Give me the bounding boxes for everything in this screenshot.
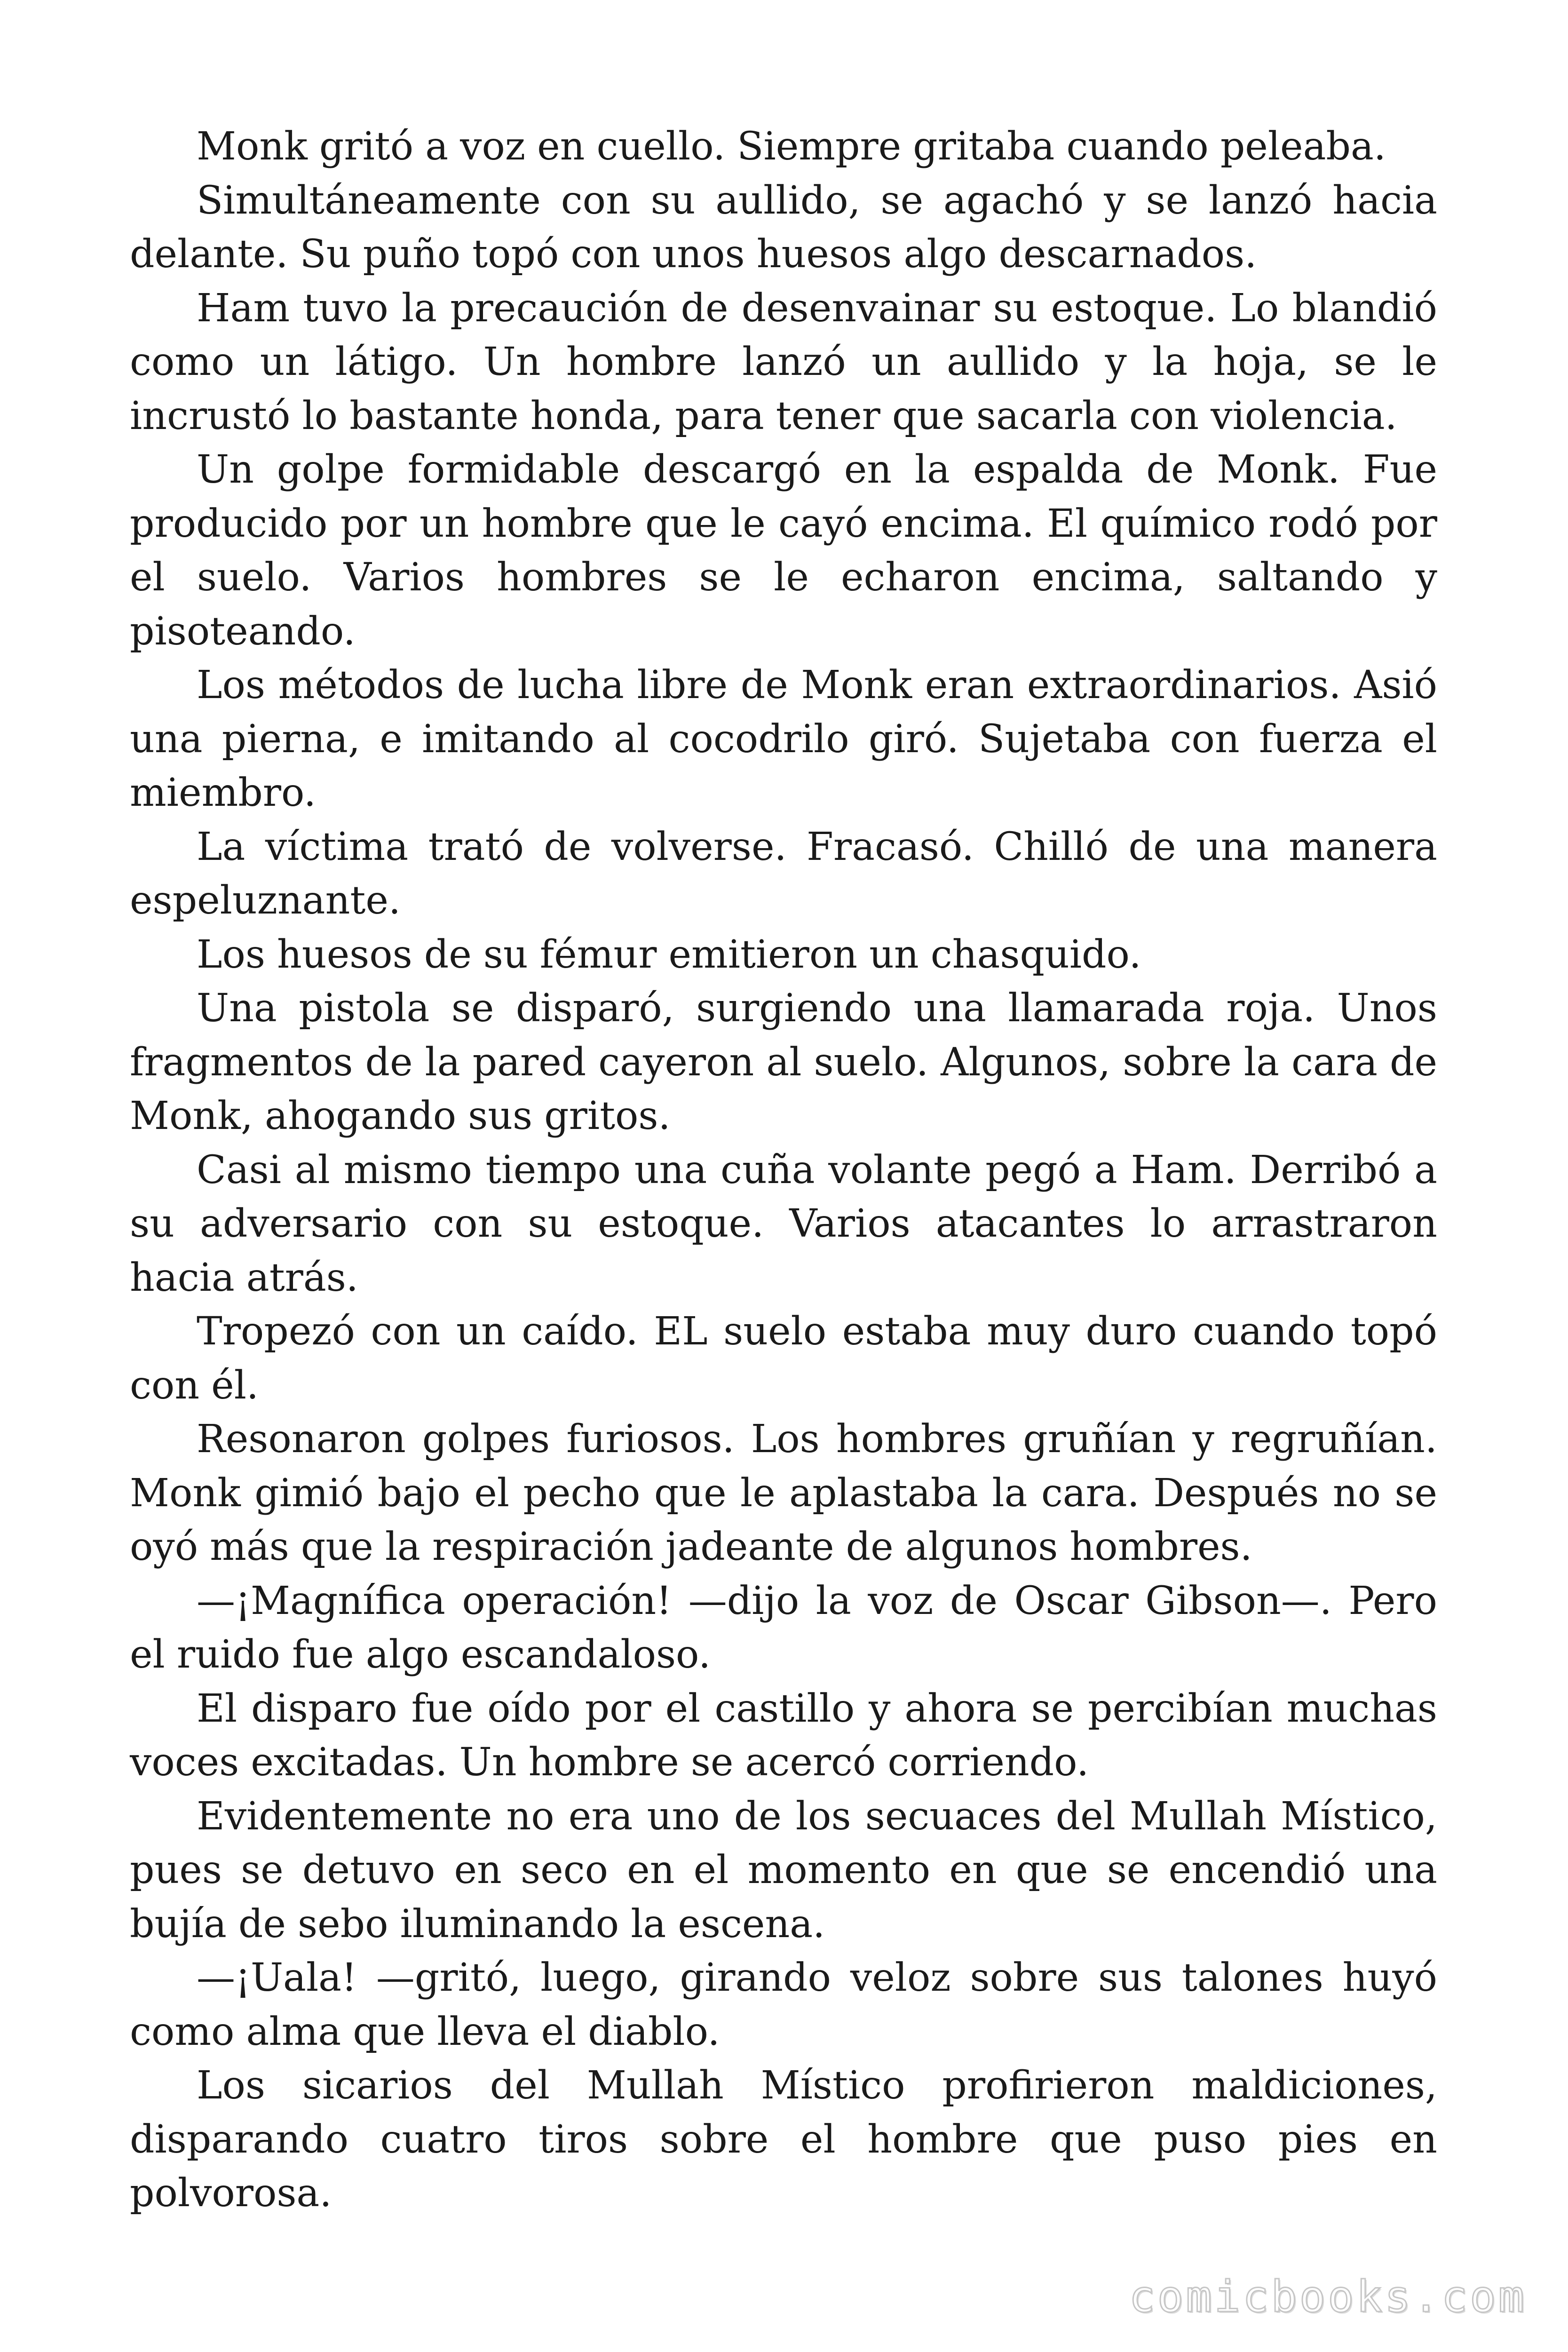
paragraph: Evidentemente no era uno de los secuaces del Mullah Místico, pues se detuvo en seco en el momento en que se encendió una bujía de sebo iluminando la escena. <box>130 1794 1437 1947</box>
text-block <box>130 120 1437 2221</box>
paragraph: Casi al mismo tiempo una cuña volante pegó a Ham. Derribó a su adversario con su estoque. Varios atacantes lo arrastraron hacia atrás. <box>130 1147 1437 1300</box>
paragraph: Una pistola se disparó, surgiendo una llamarada roja. Unos fragmentos de la pared cayeron al suelo. Algunos, sobre la cara de Monk, ahogando sus gritos. <box>130 986 1437 1138</box>
paragraph: Los métodos de lucha libre de Monk eran extraordinarios. Asió una pierna, e imitando al cocodrilo giró. Sujetaba con fuerza el miembro. <box>130 663 1437 815</box>
paragraph: Monk gritó a voz en cuello. Siempre gritaba cuando peleaba. <box>197 124 1386 169</box>
paragraph: El disparo fue oído por el castillo y ahora se percibían muchas voces excitadas. Un hombre se acercó corriendo. <box>130 1686 1437 1785</box>
paragraph: Resonaron golpes furiosos. Los hombres gruñían y regruñían. Monk gimió bajo el pecho que le aplastaba la cara. Después no se oyó más que la respiración jadeante de algunos hombres. <box>130 1417 1437 1569</box>
paragraph: Los sicarios del Mullah Místico profirieron maldiciones, disparando cuatro tiros sobre el hombre que puso pies en polvorosa. <box>130 2063 1437 2216</box>
paragraph: Los huesos de su fémur emitieron un chasquido. <box>197 932 1141 977</box>
paragraph: Un golpe formidable descargó en la espalda de Monk. Fue producido por un hombre que le cayó encima. El químico rodó por el suelo. Varios hombres se le echaron encima, saltando y pisoteando. <box>130 447 1437 654</box>
paragraph: —¡Magnífica operación! —dijo la voz de Oscar Gibson—. Pero el ruido fue algo escandaloso. <box>130 1578 1437 1677</box>
paragraph: Simultáneamente con su aullido, se agachó y se lanzó hacia delante. Su puño topó con unos huesos algo descarnados. <box>130 178 1437 277</box>
paragraph: Tropezó con un caído. EL suelo estaba muy duro cuando topó con él. <box>130 1309 1437 1408</box>
paragraph: Ham tuvo la precaución de desenvainar su estoque. Lo blandió como un látigo. Un hombre lanzó un aullido y la hoja, se le incrustó lo bastante honda, para tener que sacarla con violencia. <box>130 286 1437 438</box>
watermark: comicbooks.com <box>1129 2272 1527 2322</box>
paragraph: La víctima trató de volverse. Fracasó. Chilló de una manera espeluznante. <box>130 824 1437 923</box>
paragraph: —¡Uala! —gritó, luego, girando veloz sobre sus talones huyó como alma que lleva el diablo. <box>130 1955 1437 2054</box>
